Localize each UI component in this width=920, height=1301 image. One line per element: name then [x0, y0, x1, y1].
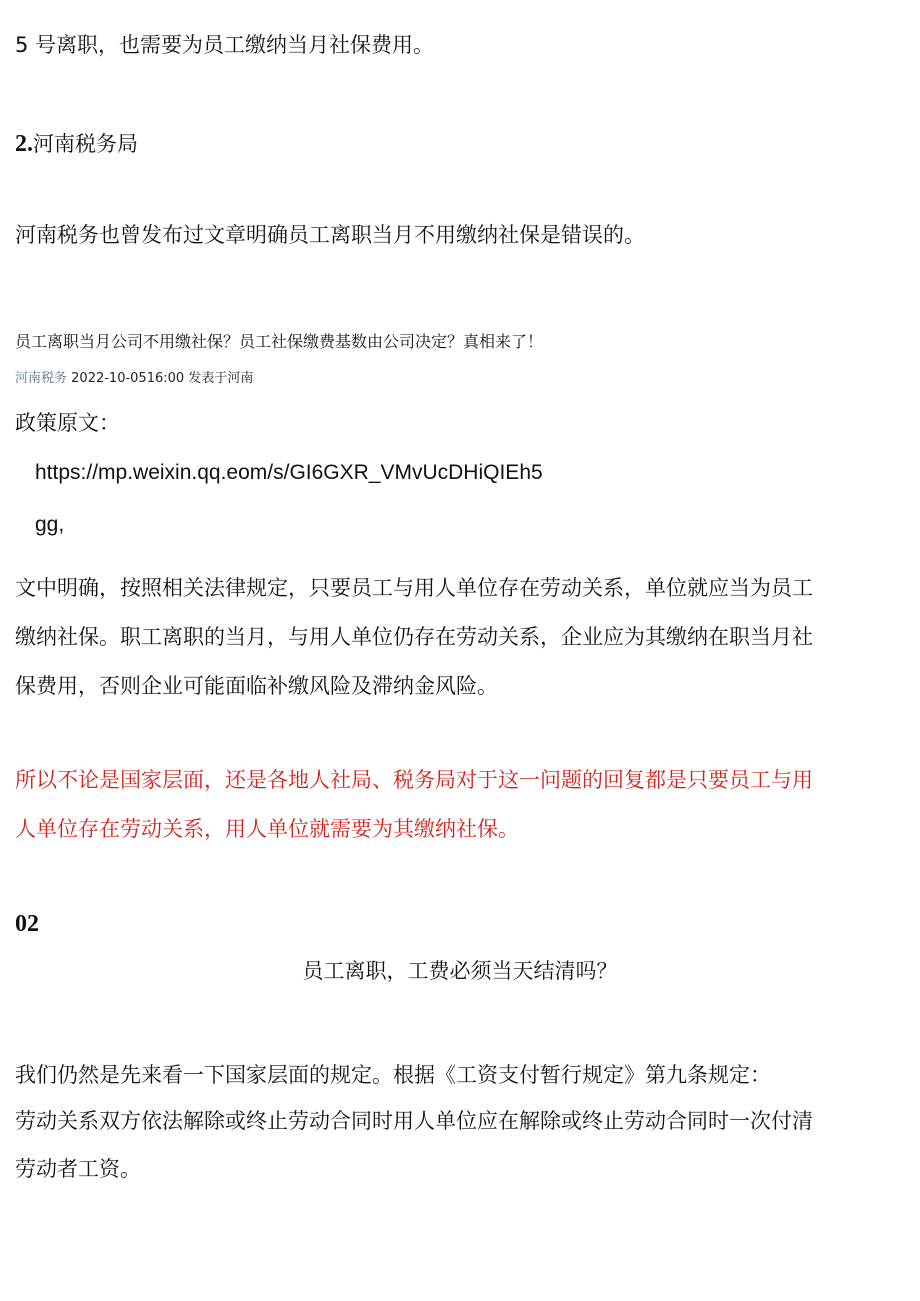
intro-paragraph: 河南税务也曾发布过文章明确员工离职当月不用缴纳社保是错误的。: [15, 223, 645, 247]
policy-url-line-2: gg,: [35, 513, 65, 536]
policy-label: 政策原文：: [15, 411, 120, 435]
paragraph-2-line-2: 劳动者工资。: [15, 1157, 141, 1181]
article-source: 河南税务: [15, 371, 68, 386]
article-meta: [15, 367, 253, 386]
section-title: 河南税务局: [33, 132, 138, 156]
paragraph-1-line-3: 保费用，否则企业可能面临补缴风险及滞纳金风险。: [15, 674, 498, 698]
paragraph-1-line-2: 缴纳社保。职工离职的当月，与用人单位仍存在劳动关系，企业应为其缴纳在职当月社: [15, 625, 813, 649]
section-2-title: 员工离职，工费必须当天结清吗？: [302, 959, 618, 983]
section-2-number: 02: [15, 911, 39, 937]
policy-url-line-1: https://mp.weixin.qq.eom/s/GI6GXR_VMvUcDHiQIEh5: [35, 461, 543, 484]
article-date: 2022-10-0516:00: [71, 371, 185, 386]
text-line-top: 5 号离职，也需要为员工缴纳当月社保费用。: [15, 33, 435, 57]
paragraph-2-lead: 我们仍然是先来看一下国家层面的规定。根据《工资支付暂行规定》第九条规定：: [15, 1063, 771, 1087]
section-heading-henan: [15, 128, 138, 158]
article-location: 发表于河南: [188, 371, 254, 386]
section-number: 2.: [15, 131, 33, 157]
paragraph-1-line-1: 文中明确，按照相关法律规定，只要员工与用人单位存在劳动关系，单位就应当为员工: [15, 576, 813, 600]
emphasis-paragraph-line-1: 所以不论是国家层面，还是各地人社局、税务局对于这一问题的回复都是只要员工与用: [15, 768, 813, 792]
emphasis-paragraph-line-2: 人单位存在劳动关系，用人单位就需要为其缴纳社保。: [15, 817, 519, 841]
paragraph-2-line-1: 劳动关系双方依法解除或终止劳动合同时用人单位应在解除或终止劳动合同时一次付清: [15, 1109, 813, 1133]
article-headline: 员工离职当月公司不用缴社保？员工社保缴费基数由公司决定？真相来了！: [15, 332, 544, 351]
